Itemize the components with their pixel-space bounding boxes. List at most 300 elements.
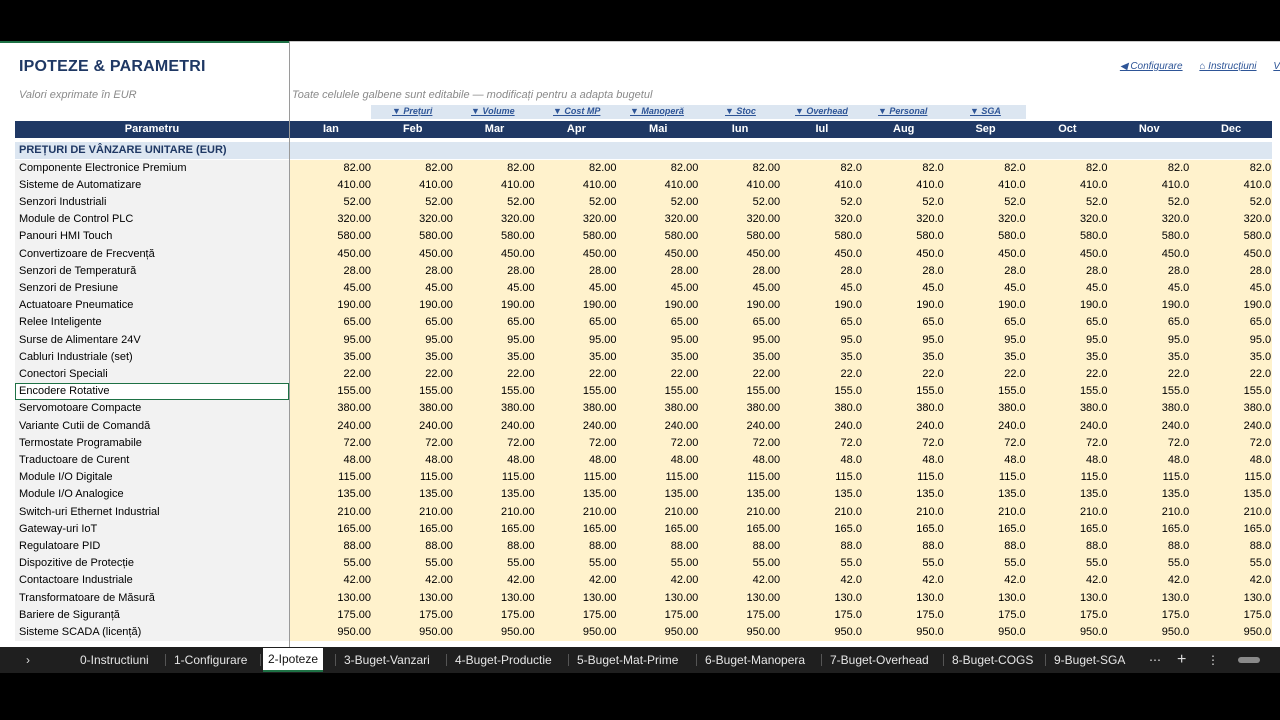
value-cell[interactable]: 240.00 (501, 419, 535, 432)
value-cell[interactable]: 48.00 (343, 454, 371, 466)
value-cell[interactable]: 55.00 (588, 557, 617, 570)
value-cell[interactable]: 115.0 (1080, 471, 1108, 484)
value-cell[interactable]: 48.00 (507, 454, 535, 466)
value-cell[interactable]: 580.00 (582, 230, 617, 243)
value-cell[interactable]: 380.0 (1079, 402, 1108, 415)
value-cell[interactable]: 95.0 (922, 333, 944, 346)
value-cell[interactable]: 45.00 (670, 282, 699, 294)
value-cell[interactable]: 65.0 (1249, 316, 1272, 329)
value-cell[interactable]: 65.0 (1004, 316, 1026, 329)
value-cell[interactable]: 82.0 (922, 161, 944, 174)
value-cell[interactable]: 165.0 (834, 522, 862, 535)
value-cell[interactable]: 35.00 (507, 350, 535, 363)
value-cell[interactable]: 175.0 (998, 608, 1026, 621)
value-cell[interactable]: 52.00 (425, 196, 453, 208)
value-cell[interactable]: 115.0 (998, 471, 1026, 484)
tab-1-configurare[interactable]: 1-Configurare (174, 653, 248, 667)
value-cell[interactable]: 45.0 (1249, 282, 1272, 294)
value-cell[interactable]: 450.0 (1243, 247, 1272, 260)
value-cell[interactable]: 240.0 (1161, 419, 1190, 432)
value-cell[interactable]: 165.0 (998, 522, 1026, 535)
value-cell[interactable]: 410.00 (501, 178, 535, 191)
value-cell[interactable]: 175.00 (582, 608, 617, 621)
value-cell[interactable]: 22.00 (425, 368, 453, 380)
value-cell[interactable]: 320.00 (746, 213, 781, 226)
value-cell[interactable]: 42.0 (1167, 574, 1190, 587)
sheet-options-icon[interactable]: ⋮ (1207, 653, 1219, 667)
value-cell[interactable]: 88.0 (922, 540, 944, 552)
value-cell[interactable]: 95.00 (670, 333, 699, 346)
horizontal-scrollbar-thumb[interactable] (1238, 657, 1260, 663)
value-cell[interactable]: 45.00 (425, 282, 453, 294)
value-cell[interactable]: 130.00 (419, 591, 453, 604)
value-cell[interactable]: 950.00 (746, 626, 781, 638)
value-cell[interactable]: 35.00 (588, 350, 617, 363)
value-cell[interactable]: 65.0 (1167, 316, 1190, 329)
instructiuni-link[interactable]: ⌂ Instrucțiuni (1199, 61, 1257, 72)
value-cell[interactable]: 450.00 (746, 247, 781, 260)
tab-6-buget-manopera[interactable]: 6-Buget-Manopera (705, 653, 806, 667)
nav-link-3[interactable]: ▼ Manoperă (630, 106, 684, 116)
value-cell[interactable]: 380.00 (501, 402, 535, 415)
value-cell[interactable]: 55.00 (752, 557, 781, 570)
tab-5-buget-mat-prime[interactable]: 5-Buget-Mat-Prime (577, 653, 679, 667)
value-cell[interactable]: 95.00 (507, 333, 535, 346)
tab-9-buget-sga[interactable]: 9-Buget-SGA (1054, 653, 1126, 667)
value-cell[interactable]: 82.00 (425, 161, 453, 174)
value-cell[interactable]: 55.0 (840, 557, 862, 570)
value-cell[interactable]: 210.0 (1243, 505, 1272, 518)
value-cell[interactable]: 410.00 (419, 178, 453, 191)
value-cell[interactable]: 165.0 (1079, 522, 1108, 535)
value-cell[interactable]: 55.0 (1167, 557, 1190, 570)
value-cell[interactable]: 190.0 (1243, 299, 1272, 312)
value-cell[interactable]: 82.00 (507, 161, 535, 174)
value-cell[interactable]: 580.0 (1161, 230, 1190, 243)
value-cell[interactable]: 320.0 (1079, 213, 1108, 226)
value-cell[interactable]: 88.0 (840, 540, 862, 552)
value-cell[interactable]: 95.0 (1249, 333, 1272, 346)
value-cell[interactable]: 450.00 (337, 247, 371, 260)
value-cell[interactable]: 48.0 (1086, 454, 1108, 466)
value-cell[interactable]: 450.00 (501, 247, 535, 260)
value-cell[interactable]: 45.00 (752, 282, 781, 294)
value-cell[interactable]: 450.00 (582, 247, 617, 260)
value-cell[interactable]: 48.0 (922, 454, 944, 466)
value-cell[interactable]: 28.0 (1249, 264, 1272, 277)
value-cell[interactable]: 48.00 (588, 454, 617, 466)
value-cell[interactable]: 28.0 (1086, 264, 1108, 277)
value-cell[interactable]: 65.00 (670, 316, 699, 329)
value-cell[interactable]: 22.0 (1167, 368, 1190, 380)
value-cell[interactable]: 210.00 (664, 505, 699, 518)
value-cell[interactable]: 42.0 (922, 574, 944, 587)
nav-link-2[interactable]: ▼ Cost MP (553, 106, 601, 116)
value-cell[interactable]: 165.0 (916, 522, 944, 535)
value-cell[interactable]: 72.0 (1004, 436, 1026, 449)
value-cell[interactable]: 950.0 (834, 626, 862, 638)
value-cell[interactable]: 380.0 (834, 402, 862, 415)
value-cell[interactable]: 52.00 (752, 196, 781, 208)
value-cell[interactable]: 22.00 (507, 368, 535, 380)
value-cell[interactable]: 95.00 (588, 333, 617, 346)
value-cell[interactable]: 88.0 (1167, 540, 1190, 552)
value-cell[interactable]: 950.0 (1243, 626, 1272, 638)
value-cell[interactable]: 165.00 (337, 522, 371, 535)
value-cell[interactable]: 65.00 (425, 316, 453, 329)
value-cell[interactable]: 65.00 (343, 316, 371, 329)
value-cell[interactable]: 580.00 (419, 230, 453, 243)
value-cell[interactable]: 42.00 (752, 574, 781, 587)
value-cell[interactable]: 42.0 (840, 574, 862, 587)
value-cell[interactable]: 380.0 (998, 402, 1026, 415)
value-cell[interactable]: 42.00 (343, 574, 371, 587)
value-cell[interactable]: 95.0 (1167, 333, 1190, 346)
value-cell[interactable]: 410.0 (998, 178, 1026, 191)
value-cell[interactable]: 130.00 (582, 591, 617, 604)
value-cell[interactable]: 82.0 (1167, 161, 1190, 174)
value-cell[interactable]: 320.0 (834, 213, 862, 226)
value-cell[interactable]: 95.0 (1086, 333, 1108, 346)
value-cell[interactable]: 35.0 (1167, 350, 1190, 363)
value-cell[interactable]: 155.00 (664, 385, 699, 398)
value-cell[interactable]: 190.00 (746, 299, 781, 312)
value-cell[interactable]: 72.00 (507, 436, 535, 449)
value-cell[interactable]: 48.00 (425, 454, 453, 466)
value-cell[interactable]: 72.00 (425, 436, 453, 449)
value-cell[interactable]: 28.00 (425, 264, 453, 277)
tab-0-instructiuni[interactable]: 0-Instructiuni (80, 653, 149, 667)
value-cell[interactable]: 155.00 (582, 385, 617, 398)
value-cell[interactable]: 175.00 (501, 608, 535, 621)
value-cell[interactable]: 115.0 (1162, 471, 1190, 484)
value-cell[interactable]: 190.0 (834, 299, 862, 312)
configurare-link[interactable]: ◀ Configurare (1119, 61, 1183, 72)
value-cell[interactable]: 165.00 (582, 522, 617, 535)
value-cell[interactable]: 28.0 (1004, 264, 1026, 277)
value-cell[interactable]: 88.00 (425, 540, 453, 552)
value-cell[interactable]: 115.0 (917, 471, 944, 484)
value-cell[interactable]: 580.0 (1243, 230, 1272, 243)
value-cell[interactable]: 165.00 (419, 522, 453, 535)
value-cell[interactable]: 190.00 (419, 299, 453, 312)
value-cell[interactable]: 72.0 (1167, 436, 1190, 449)
value-cell[interactable]: 55.00 (670, 557, 699, 570)
value-cell[interactable]: 175.0 (1079, 608, 1108, 621)
value-cell[interactable]: 48.0 (1004, 454, 1026, 466)
value-cell[interactable]: 380.00 (337, 402, 371, 415)
value-cell[interactable]: 320.00 (337, 213, 371, 226)
extra-link[interactable]: V (1273, 61, 1280, 72)
value-cell[interactable]: 52.0 (1249, 196, 1272, 208)
value-cell[interactable]: 22.00 (343, 368, 371, 380)
value-cell[interactable]: 175.00 (664, 608, 699, 621)
value-cell[interactable]: 72.0 (840, 436, 862, 449)
value-cell[interactable]: 410.00 (337, 178, 371, 191)
value-cell[interactable]: 380.0 (1161, 402, 1190, 415)
value-cell[interactable]: 175.0 (916, 608, 944, 621)
value-cell[interactable]: 82.00 (343, 161, 371, 174)
value-cell[interactable]: 82.0 (1086, 161, 1108, 174)
value-cell[interactable]: 175.0 (834, 608, 862, 621)
value-cell[interactable]: 45.0 (1004, 282, 1026, 294)
value-cell[interactable]: 190.00 (337, 299, 371, 312)
value-cell[interactable]: 580.0 (916, 230, 944, 243)
value-cell[interactable]: 65.0 (922, 316, 944, 329)
value-cell[interactable]: 88.00 (343, 540, 371, 552)
value-cell[interactable]: 72.00 (752, 436, 781, 449)
value-cell[interactable]: 35.0 (922, 350, 944, 363)
value-cell[interactable]: 130.0 (998, 591, 1026, 604)
value-cell[interactable]: 410.00 (664, 178, 699, 191)
value-cell[interactable]: 55.00 (507, 557, 535, 570)
value-cell[interactable]: 450.0 (916, 247, 944, 260)
value-cell[interactable]: 380.00 (746, 402, 781, 415)
value-cell[interactable]: 155.0 (1079, 385, 1108, 398)
value-cell[interactable]: 130.0 (1079, 591, 1108, 604)
value-cell[interactable]: 72.00 (343, 436, 371, 449)
value-cell[interactable]: 175.0 (1161, 608, 1190, 621)
value-cell[interactable]: 42.00 (670, 574, 699, 587)
value-cell[interactable]: 45.00 (588, 282, 617, 294)
value-cell[interactable]: 380.00 (582, 402, 617, 415)
value-cell[interactable]: 135.0 (1161, 488, 1190, 501)
value-cell[interactable]: 115.00 (420, 471, 453, 484)
value-cell[interactable]: 950.00 (582, 626, 617, 638)
value-cell[interactable]: 82.00 (588, 161, 617, 174)
value-cell[interactable]: 190.00 (501, 299, 535, 312)
value-cell[interactable]: 65.0 (1086, 316, 1108, 329)
value-cell[interactable]: 42.00 (425, 574, 453, 587)
value-cell[interactable]: 88.00 (752, 540, 781, 552)
value-cell[interactable]: 135.0 (1079, 488, 1108, 501)
nav-link-0[interactable]: ▼ Prețuri (392, 106, 433, 116)
value-cell[interactable]: 320.00 (664, 213, 699, 226)
value-cell[interactable]: 950.00 (501, 626, 535, 638)
value-cell[interactable]: 72.00 (588, 436, 617, 449)
value-cell[interactable]: 155.00 (501, 385, 535, 398)
value-cell[interactable]: 22.00 (670, 368, 699, 380)
value-cell[interactable]: 135.00 (337, 488, 371, 501)
value-cell[interactable]: 65.00 (752, 316, 781, 329)
value-cell[interactable]: 115.00 (501, 471, 535, 484)
value-cell[interactable]: 190.00 (664, 299, 699, 312)
value-cell[interactable]: 22.0 (1086, 368, 1108, 380)
value-cell[interactable]: 35.0 (1249, 350, 1272, 363)
value-cell[interactable]: 55.0 (1004, 557, 1026, 570)
value-cell[interactable]: 135.0 (834, 488, 862, 501)
value-cell[interactable]: 82.0 (840, 161, 862, 174)
value-cell[interactable]: 88.00 (507, 540, 535, 552)
value-cell[interactable]: 88.00 (588, 540, 617, 552)
value-cell[interactable]: 240.0 (916, 419, 944, 432)
value-cell[interactable]: 52.0 (1167, 196, 1190, 208)
value-cell[interactable]: 320.00 (582, 213, 617, 226)
value-cell[interactable]: 580.00 (746, 230, 781, 243)
value-cell[interactable]: 190.0 (916, 299, 944, 312)
value-cell[interactable]: 580.0 (834, 230, 862, 243)
value-cell[interactable]: 320.0 (1161, 213, 1190, 226)
value-cell[interactable]: 175.00 (746, 608, 781, 621)
value-cell[interactable]: 210.00 (501, 505, 535, 518)
value-cell[interactable]: 48.0 (1249, 454, 1272, 466)
value-cell[interactable]: 95.0 (840, 333, 862, 346)
value-cell[interactable]: 35.00 (343, 350, 371, 363)
value-cell[interactable]: 95.00 (752, 333, 781, 346)
tab-2-ipoteze[interactable]: 2-Ipoteze (263, 648, 323, 672)
value-cell[interactable]: 450.0 (1079, 247, 1108, 260)
section-heading-preturi[interactable] (15, 142, 1272, 159)
value-cell[interactable]: 155.00 (337, 385, 371, 398)
value-cell[interactable]: 380.00 (664, 402, 699, 415)
value-cell[interactable]: 35.00 (425, 350, 453, 363)
value-cell[interactable]: 88.0 (1004, 540, 1026, 552)
value-cell[interactable]: 55.00 (343, 557, 371, 570)
value-cell[interactable]: 240.0 (1243, 419, 1272, 432)
value-cell[interactable]: 88.00 (670, 540, 699, 552)
value-cell[interactable]: 155.00 (419, 385, 453, 398)
value-cell[interactable]: 210.00 (337, 505, 371, 518)
value-cell[interactable]: 82.00 (670, 161, 699, 174)
value-cell[interactable]: 190.00 (582, 299, 617, 312)
value-cell[interactable]: 48.00 (752, 454, 781, 466)
value-cell[interactable]: 210.0 (916, 505, 944, 518)
value-cell[interactable]: 580.0 (1079, 230, 1108, 243)
value-cell[interactable]: 45.00 (507, 282, 535, 294)
value-cell[interactable]: 115.00 (583, 471, 617, 484)
value-cell[interactable]: 28.0 (1167, 264, 1190, 277)
value-cell[interactable]: 72.0 (1086, 436, 1108, 449)
tab-3-buget-vanzari[interactable]: 3-Buget-Vanzari (344, 653, 430, 667)
value-cell[interactable]: 320.0 (998, 213, 1026, 226)
value-cell[interactable]: 580.0 (998, 230, 1026, 243)
value-cell[interactable]: 410.0 (834, 178, 862, 191)
value-cell[interactable]: 45.0 (840, 282, 862, 294)
value-cell[interactable]: 580.00 (337, 230, 371, 243)
value-cell[interactable]: 210.0 (998, 505, 1026, 518)
value-cell[interactable]: 42.00 (507, 574, 535, 587)
value-cell[interactable]: 28.0 (922, 264, 944, 277)
value-cell[interactable]: 48.00 (670, 454, 699, 466)
value-cell[interactable]: 82.0 (1249, 161, 1272, 174)
value-cell[interactable]: 190.0 (1079, 299, 1108, 312)
value-cell[interactable]: 240.0 (834, 419, 862, 432)
value-cell[interactable]: 580.00 (501, 230, 535, 243)
value-cell[interactable]: 155.0 (1243, 385, 1272, 398)
value-cell[interactable]: 42.0 (1004, 574, 1026, 587)
nav-link-7[interactable]: ▼ SGA (970, 106, 1001, 116)
value-cell[interactable]: 240.00 (582, 419, 617, 432)
value-cell[interactable]: 165.00 (746, 522, 781, 535)
value-cell[interactable]: 240.0 (1079, 419, 1108, 432)
value-cell[interactable]: 88.0 (1249, 540, 1272, 552)
value-cell[interactable]: 240.0 (998, 419, 1026, 432)
value-cell[interactable]: 210.0 (1079, 505, 1108, 518)
value-cell[interactable]: 130.0 (834, 591, 862, 604)
value-cell[interactable]: 190.0 (998, 299, 1026, 312)
value-cell[interactable]: 72.0 (1249, 436, 1272, 449)
value-cell[interactable]: 135.00 (746, 488, 781, 501)
value-cell[interactable]: 165.0 (1161, 522, 1190, 535)
value-cell[interactable]: 82.00 (752, 161, 781, 174)
value-cell[interactable]: 320.00 (419, 213, 453, 226)
value-cell[interactable]: 410.0 (1161, 178, 1190, 191)
tab-7-buget-overhead[interactable]: 7-Buget-Overhead (830, 653, 929, 667)
value-cell[interactable]: 135.00 (419, 488, 453, 501)
value-cell[interactable]: 130.0 (1161, 591, 1190, 604)
value-cell[interactable]: 28.00 (343, 264, 371, 277)
value-cell[interactable]: 115.00 (747, 471, 781, 484)
value-cell[interactable]: 950.0 (916, 626, 944, 638)
value-cell[interactable]: 950.00 (337, 626, 371, 638)
value-cell[interactable]: 135.0 (1243, 488, 1272, 501)
value-cell[interactable]: 35.00 (670, 350, 699, 363)
value-cell[interactable]: 45.0 (1086, 282, 1108, 294)
value-cell[interactable]: 165.00 (501, 522, 535, 535)
value-cell[interactable]: 320.0 (916, 213, 944, 226)
value-cell[interactable]: 88.0 (1086, 540, 1108, 552)
value-cell[interactable]: 950.00 (419, 626, 453, 638)
value-cell[interactable]: 130.00 (746, 591, 781, 604)
add-sheet-icon[interactable]: + (1177, 651, 1187, 668)
value-cell[interactable]: 52.0 (922, 196, 944, 208)
value-cell[interactable]: 135.0 (998, 488, 1026, 501)
value-cell[interactable]: 410.0 (1079, 178, 1108, 191)
value-cell[interactable]: 52.00 (588, 196, 617, 208)
value-cell[interactable]: 65.0 (840, 316, 862, 329)
value-cell[interactable]: 175.00 (337, 608, 371, 621)
value-cell[interactable]: 450.00 (664, 247, 699, 260)
value-cell[interactable]: 22.0 (840, 368, 862, 380)
value-cell[interactable]: 42.00 (588, 574, 617, 587)
value-cell[interactable]: 240.00 (337, 419, 371, 432)
value-cell[interactable]: 165.0 (1243, 522, 1272, 535)
value-cell[interactable]: 210.00 (746, 505, 781, 518)
value-cell[interactable]: 240.00 (419, 419, 453, 432)
value-cell[interactable]: 45.0 (922, 282, 944, 294)
value-cell[interactable]: 82.0 (1004, 161, 1026, 174)
more-sheets-icon[interactable]: ⋯ (1149, 653, 1161, 667)
value-cell[interactable]: 950.0 (1161, 626, 1190, 638)
value-cell[interactable]: 130.0 (1243, 591, 1272, 604)
value-cell[interactable]: 52.0 (1086, 196, 1108, 208)
value-cell[interactable]: 52.00 (343, 196, 371, 208)
value-cell[interactable]: 52.00 (507, 196, 535, 208)
value-cell[interactable]: 135.0 (916, 488, 944, 501)
value-cell[interactable]: 95.00 (425, 333, 453, 346)
value-cell[interactable]: 410.00 (746, 178, 781, 191)
tab-8-buget-cogs[interactable]: 8-Buget-COGS (952, 653, 1034, 667)
value-cell[interactable]: 28.00 (670, 264, 699, 277)
value-cell[interactable]: 130.0 (916, 591, 944, 604)
value-cell[interactable]: 155.0 (834, 385, 862, 398)
value-cell[interactable]: 28.0 (840, 264, 862, 277)
value-cell[interactable]: 155.0 (998, 385, 1026, 398)
value-cell[interactable]: 35.0 (1086, 350, 1108, 363)
value-cell[interactable]: 210.00 (582, 505, 617, 518)
nav-link-5[interactable]: ▼ Overhead (795, 106, 848, 116)
value-cell[interactable]: 155.00 (746, 385, 781, 398)
value-cell[interactable]: 175.00 (419, 608, 453, 621)
value-cell[interactable]: 165.00 (664, 522, 699, 535)
value-cell[interactable]: 115.0 (1244, 471, 1272, 484)
value-cell[interactable]: 210.00 (419, 505, 453, 518)
value-cell[interactable]: 22.00 (588, 368, 617, 380)
value-cell[interactable]: 95.00 (343, 333, 371, 346)
value-cell[interactable]: 130.00 (501, 591, 535, 604)
value-cell[interactable]: 155.0 (916, 385, 944, 398)
value-cell[interactable]: 115.00 (338, 471, 371, 484)
